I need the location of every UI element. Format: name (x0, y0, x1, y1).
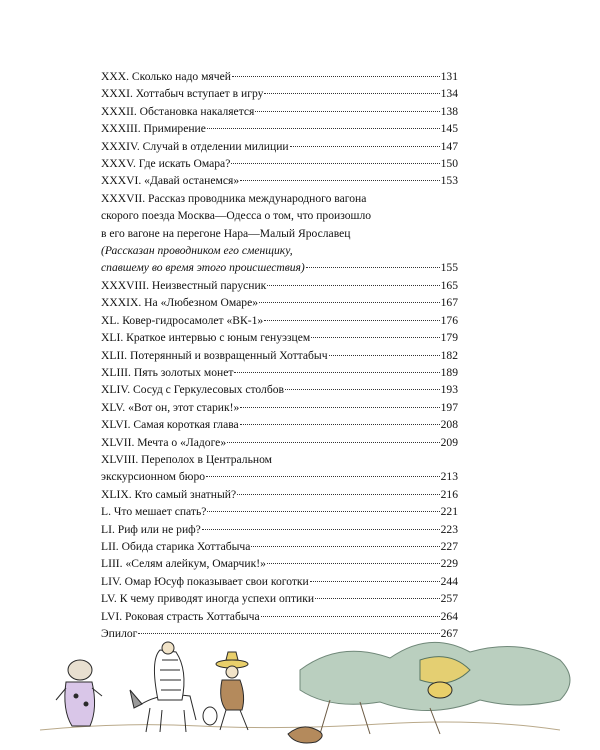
illustration-hottabych-scene (0, 630, 600, 750)
toc-row[interactable] (101, 259, 458, 276)
toc-leader-dots (240, 424, 440, 425)
toc-title: L. Что мешает спать? (101, 505, 207, 519)
toc-entry[interactable] (101, 312, 458, 329)
toc-row[interactable] (101, 538, 458, 555)
toc-title: XLIX. Кто самый знатный? (101, 487, 237, 501)
toc-row[interactable] (101, 521, 458, 538)
toc-leader-dots (311, 337, 439, 338)
toc-entry[interactable] (101, 590, 458, 607)
toc-row[interactable] (101, 138, 458, 155)
toc-row[interactable] (101, 329, 458, 346)
toc-leader-dots (207, 511, 439, 512)
toc-leader-dots (310, 581, 440, 582)
tree-icon (300, 642, 570, 734)
toc-page-number: 208 (440, 418, 458, 432)
jug-icon (288, 727, 322, 743)
toc-title: LII. Обида старика Хоттабыча (101, 539, 251, 553)
toc-row[interactable] (101, 68, 458, 85)
toc-title: LI. Риф или не риф? (101, 522, 201, 536)
toc-page-number: 147 (440, 139, 458, 153)
toc-title: LIV. Омар Юсуф показывает свои коготки (101, 574, 309, 588)
toc-entry[interactable] (101, 381, 458, 398)
toc-leader-dots (237, 494, 440, 495)
toc-entry[interactable] (101, 277, 458, 294)
toc-row[interactable] (101, 503, 458, 520)
toc-page-number: 223 (440, 522, 458, 536)
toc-entry[interactable] (101, 451, 458, 486)
donkey-rider-icon (130, 642, 196, 732)
toc-row[interactable] (101, 573, 458, 590)
toc-leader-dots (234, 372, 439, 373)
toc-title: Эпилог (101, 627, 138, 640)
toc-page-number: 197 (440, 400, 458, 414)
toc-page-number: 267 (440, 627, 458, 640)
toc-leader-dots (267, 285, 439, 286)
toc-row[interactable] (101, 155, 458, 172)
toc-title: XXXIX. На «Любезном Омаре» (101, 296, 259, 310)
toc-row[interactable] (101, 486, 458, 503)
toc-leader-dots (251, 546, 439, 547)
toc-page-number: 155 (440, 261, 458, 275)
toc-leader-dots (306, 267, 440, 268)
toc-title: спавшему во время этого происшествия) (101, 261, 305, 275)
toc-page-number: 193 (440, 383, 458, 397)
toc-row[interactable] (101, 103, 458, 120)
toc-page-number: 257 (440, 592, 458, 606)
toc-title: XLV. «Вот он, этот старик!» (101, 400, 240, 414)
toc-title: XXXIII. Примирение (101, 122, 206, 136)
toc-entry[interactable] (101, 329, 458, 346)
toc-row[interactable] (101, 381, 458, 398)
toc-title-line: XLVIII. Переполох в Центральном (101, 452, 272, 466)
toc-row[interactable] (101, 172, 458, 189)
toc-subtitle-line: (Рассказан проводником его сменщику, (101, 244, 293, 258)
toc-entry[interactable] (101, 294, 458, 311)
toc-page-number: 165 (440, 278, 458, 292)
toc-entry[interactable] (101, 486, 458, 503)
toc-leader-dots (231, 163, 439, 164)
toc-entry[interactable] (101, 190, 458, 277)
toc-page-number: 134 (440, 87, 458, 101)
toc-entry[interactable] (101, 103, 458, 120)
toc-title: XLII. Потерянный и возвращенный Хоттабыч (101, 348, 328, 362)
toc-entry[interactable] (101, 399, 458, 416)
toc-page-number: 227 (440, 539, 458, 553)
toc-title: XXXV. Где искать Омара? (101, 157, 231, 171)
toc-page-number: 216 (440, 487, 458, 501)
toc-page-number: 213 (440, 470, 458, 484)
toc-row[interactable] (101, 85, 458, 102)
toc-entry[interactable] (101, 120, 458, 137)
toc-entry[interactable] (101, 555, 458, 572)
toc-title: XLVII. Мечта о «Ладоге» (101, 435, 227, 449)
toc-entry[interactable] (101, 85, 458, 102)
toc-row[interactable] (101, 608, 458, 625)
toc-title-line: XXXVII. Рассказ проводника международного вагона (101, 191, 367, 205)
toc-row[interactable] (101, 416, 458, 433)
toc-title: XXXVI. «Давай останемся» (101, 174, 240, 188)
toc-page-number: 131 (440, 70, 458, 83)
toc-entry[interactable] (101, 573, 458, 590)
toc-row[interactable] (101, 468, 458, 485)
toc-page-number: 209 (440, 435, 458, 449)
toc-entry[interactable] (101, 416, 458, 433)
toc-title: экскурсионном бюро (101, 470, 206, 484)
toc-leader-dots (240, 180, 439, 181)
toc-title-line: скорого поезда Москва—Одесса о том, что произошло (101, 209, 372, 223)
toc-title: LV. К чему приводят иногда успехи оптики (101, 592, 315, 606)
man-with-hat-icon (203, 652, 248, 730)
toc-row[interactable] (101, 434, 458, 451)
toc-title: XLIII. Пять золотых монет (101, 365, 234, 379)
toc-row[interactable] (101, 312, 458, 329)
toc-entry[interactable] (101, 434, 458, 451)
toc-leader-dots (232, 76, 440, 77)
toc-row[interactable] (101, 277, 458, 294)
toc-title: LVI. Роковая страсть Хоттабыча (101, 609, 260, 623)
toc-page-number: 244 (440, 574, 458, 588)
toc-page-number: 189 (440, 365, 458, 379)
toc-entry[interactable] (101, 521, 458, 538)
toc-entry[interactable] (101, 503, 458, 520)
toc-leader-dots (207, 128, 440, 129)
toc-leader-dots (255, 111, 439, 112)
toc-page-number: 176 (440, 313, 458, 327)
toc-title: XXXVIII. Неизвестный парусник (101, 278, 267, 292)
toc-row[interactable] (101, 347, 458, 364)
toc-leader-dots (264, 93, 439, 94)
toc-leader-dots (261, 616, 440, 617)
toc-leader-dots (227, 442, 439, 443)
toc-page-number: 145 (440, 122, 458, 136)
toc-page-number: 153 (440, 174, 458, 188)
toc-leader-dots (206, 476, 440, 477)
toc-leader-dots (315, 598, 440, 599)
toc-leader-dots (285, 389, 440, 390)
toc-title: XXXIV. Случай в отделении милиции (101, 139, 289, 153)
toc-leader-dots (259, 302, 440, 303)
toc-entry[interactable] (101, 138, 458, 155)
toc-row[interactable] (101, 555, 458, 572)
table-of-contents (101, 68, 458, 642)
toc-entry[interactable] (101, 155, 458, 172)
toc-page-number: 264 (440, 609, 458, 623)
toc-page-number: 179 (440, 331, 458, 345)
toc-title: XXXII. Обстановка накаляется (101, 104, 255, 118)
toc-leader-dots (264, 320, 439, 321)
toc-leader-dots (202, 529, 440, 530)
toc-row[interactable] (101, 294, 458, 311)
toc-title: XXX. Сколько надо мячей (101, 70, 231, 83)
toc-title-line: в его вагоне на перегоне Нара—Малый Ярославец (101, 226, 351, 240)
toc-entry[interactable] (101, 608, 458, 625)
toc-page-number: 138 (440, 104, 458, 118)
toc-entry[interactable] (101, 364, 458, 381)
toc-leader-dots (329, 355, 440, 356)
toc-title: XL. Ковер-гидросамолет «ВК-1» (101, 313, 264, 327)
toc-row[interactable] (101, 590, 458, 607)
toc-entry[interactable] (101, 538, 458, 555)
toc-page-number: 229 (440, 557, 458, 571)
character-left-icon (56, 660, 102, 726)
toc-page-number: 182 (440, 348, 458, 362)
toc-page-number: 150 (440, 157, 458, 171)
toc-row[interactable] (101, 120, 458, 137)
toc-title: XLVI. Самая короткая глава (101, 418, 239, 432)
toc-row[interactable] (101, 399, 458, 416)
toc-leader-dots (267, 563, 440, 564)
toc-row[interactable] (101, 364, 458, 381)
toc-entry[interactable] (101, 172, 458, 189)
toc-title: LIII. «Селям алейкум, Омарчик!» (101, 557, 266, 571)
toc-entry[interactable] (101, 347, 458, 364)
toc-page-number: 221 (440, 505, 458, 519)
toc-page-number: 167 (440, 296, 458, 310)
toc-title: XXXI. Хоттабыч вступает в игру (101, 87, 264, 101)
toc-title: XLI. Краткое интервью с юным генуэзцем (101, 331, 311, 345)
toc-title: XLIV. Сосуд с Геркулесовых столбов (101, 383, 285, 397)
toc-leader-dots (240, 407, 439, 408)
toc-leader-dots (290, 146, 440, 147)
toc-entry[interactable] (101, 68, 458, 85)
